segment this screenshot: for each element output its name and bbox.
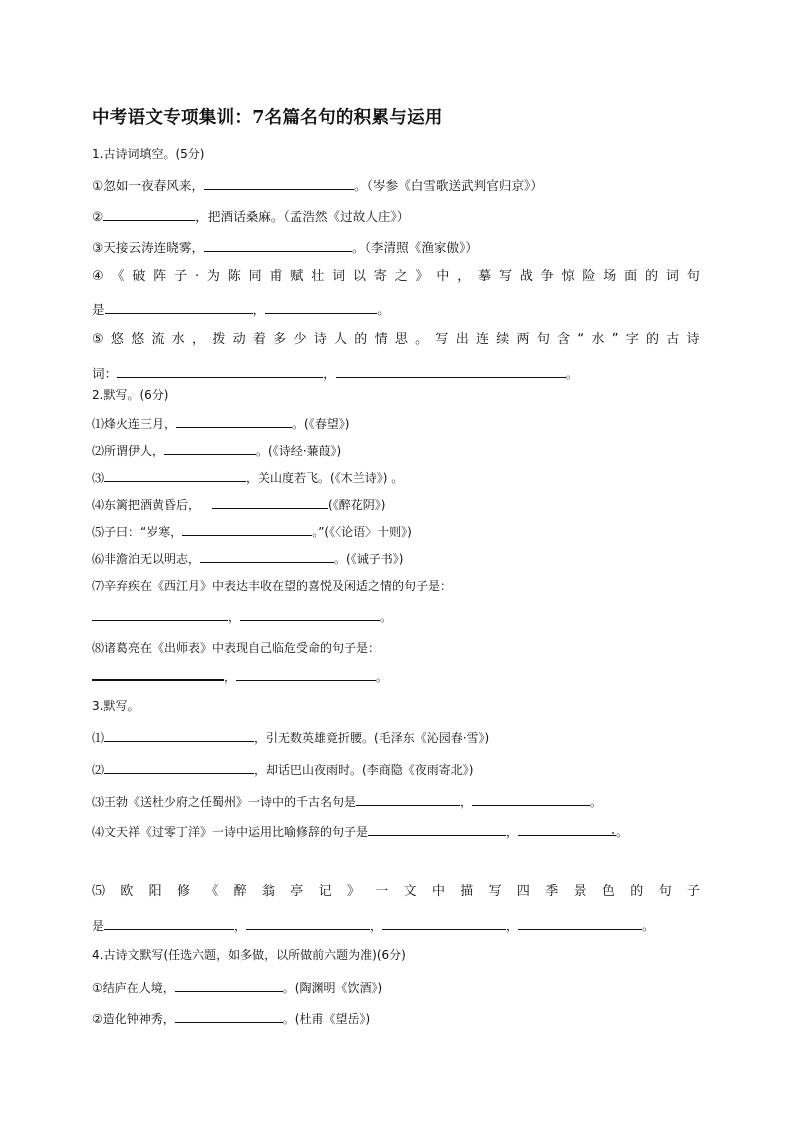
q1-line-4b: [92, 300, 390, 318]
q3-heading: 3.默写。: [92, 699, 140, 713]
q2-l6-source: 。(《诫子书》): [334, 552, 404, 566]
q4-l1-source: 。(陶渊明《饮酒》): [282, 981, 383, 995]
q3-l2-source: ，却话巴山夜雨时。(李商隐《夜雨寄北》): [254, 763, 474, 777]
answer-blank[interactable]: [518, 822, 616, 836]
char: “: [577, 332, 585, 347]
char: ，: [192, 332, 206, 347]
char: 色: [601, 884, 615, 899]
char: 出: [455, 332, 469, 347]
q3-line-3: [92, 792, 602, 810]
q1-l3-source: 。（李清照《渔家傲》）: [352, 240, 478, 255]
char: 的: [630, 884, 644, 899]
q2-line-3: [92, 468, 403, 486]
char: 情: [374, 332, 388, 347]
q2-l5-source: 。”(《〈论语〉十则》): [312, 525, 412, 539]
q3-l5b-prefix: 是: [92, 919, 105, 933]
char: 人: [334, 332, 348, 347]
answer-blank[interactable]: [105, 300, 253, 314]
char: ④: [92, 269, 104, 284]
char: 水: [591, 332, 605, 347]
char: 《: [205, 884, 219, 899]
char: 的: [645, 332, 659, 347]
separator: ，: [460, 795, 473, 809]
char: 两: [516, 332, 530, 347]
char: 面: [624, 269, 638, 284]
answer-blank[interactable]: [104, 728, 254, 742]
char: 悠: [110, 332, 124, 347]
q4-line-1: [92, 978, 382, 996]
char: 多: [273, 332, 287, 347]
q3-l4-prompt: ⑷文天祥《过零丁洋》一诗中运用比喻修辞的句子是: [92, 825, 369, 839]
char: 中: [436, 269, 450, 284]
q2-line-8: ⑻诸葛亮在《出师表》中表现自己临危受命的句子是：: [92, 641, 381, 655]
answer-blank[interactable]: [92, 666, 224, 681]
char: 着: [252, 332, 266, 347]
q1-l2-prompt: ②: [92, 209, 104, 224]
q2-line-2: [92, 441, 341, 459]
char: 《: [111, 269, 125, 284]
q1-l1-source: 。（岑参《白雪歌送武判官归京》）: [354, 178, 543, 193]
answer-blank[interactable]: [368, 822, 506, 836]
separator: ，: [323, 366, 336, 381]
char: 动: [232, 332, 246, 347]
char: 描: [460, 884, 474, 899]
char: 词: [332, 269, 346, 284]
answer-blank[interactable]: [356, 792, 460, 806]
char: 》: [415, 269, 429, 284]
char: 词: [665, 269, 679, 284]
char: 子: [686, 884, 700, 899]
char: 拨: [212, 332, 226, 347]
char: 流: [151, 332, 165, 347]
period: 。: [590, 795, 603, 809]
char: 悠: [131, 332, 145, 347]
q1-l5b-prefix: 词：: [92, 366, 118, 381]
char: ”: [611, 332, 619, 347]
q1-line-2: [92, 207, 409, 225]
q2-l1-prompt: ⑴烽火连三月，: [92, 417, 177, 431]
char: 季: [545, 884, 559, 899]
answer-blank[interactable]: [104, 916, 234, 930]
answer-blank[interactable]: [104, 760, 254, 774]
answer-blank[interactable]: [175, 978, 283, 992]
q2-l6-prompt: ⑹非澹泊无以明志，: [92, 552, 201, 566]
q3-l1-prompt: ⑴: [92, 731, 105, 745]
answer-blank[interactable]: [204, 176, 354, 190]
q2-line-1: [92, 414, 349, 432]
q1-line-5b: [92, 364, 578, 382]
q1-l2-source: ，把酒话桑麻。（孟浩然《过故人庄》）: [195, 209, 410, 224]
q2-heading: 2.默写。(6分): [92, 388, 169, 402]
char: 连: [475, 332, 489, 347]
char: 赋: [290, 269, 304, 284]
char: 寄: [373, 269, 387, 284]
q1-line-3: [92, 238, 478, 256]
char: 思: [394, 332, 408, 347]
q3-line-1: [92, 728, 489, 746]
char: 之: [394, 269, 408, 284]
q2-line-4: [92, 495, 385, 513]
char: 亭: [290, 884, 304, 899]
answer-blank[interactable]: [175, 1009, 283, 1023]
answer-blank[interactable]: [472, 792, 590, 806]
char: 甫: [269, 269, 283, 284]
q1-l4b-prefix: 是: [92, 302, 105, 317]
q2-line-7b: [92, 607, 392, 625]
q4-l2-source: 。(杜甫《望岳》): [282, 1012, 371, 1026]
q1-line-5: [92, 332, 700, 348]
answer-blank[interactable]: [92, 607, 228, 621]
answer-blank[interactable]: [200, 549, 334, 563]
char: 写: [498, 269, 512, 284]
q4-heading: 4.古诗文默写(任选六题，如多做，以所做前六题为准)(6分): [92, 948, 406, 962]
char: 险: [582, 269, 596, 284]
char: 。: [415, 332, 429, 347]
char: ⑤: [92, 332, 104, 347]
char: 醉: [233, 884, 247, 899]
char: 阵: [153, 269, 167, 284]
separator: ，: [252, 302, 266, 317]
char: 壮: [311, 269, 325, 284]
char: 陈: [227, 269, 241, 284]
char: 字: [625, 332, 639, 347]
q2-line-8b: [92, 666, 388, 685]
char: 文: [403, 884, 417, 899]
char: 破: [132, 269, 146, 284]
char: 》: [346, 884, 360, 899]
separator: ，: [506, 825, 519, 839]
char: ⑸: [92, 884, 106, 899]
period: 。: [565, 366, 579, 381]
period: 。: [380, 610, 393, 624]
char: 惊: [561, 269, 575, 284]
separator: ，: [234, 919, 247, 933]
q3-line-5: [92, 884, 700, 900]
answer-blank[interactable]: [236, 667, 376, 681]
char: 的: [644, 269, 658, 284]
answer-blank[interactable]: [103, 207, 195, 221]
char: 为: [206, 269, 220, 284]
q2-l3-prompt: ⑶: [92, 471, 105, 485]
answer-blank[interactable]: [382, 916, 506, 930]
char: 阳: [148, 884, 162, 899]
q1-line-4: [92, 269, 700, 285]
q3-l3-prompt: ⑶王勃《送杜少府之任蜀州》一诗中的千古名句是: [92, 795, 357, 809]
char: ，: [457, 269, 471, 284]
period: 。: [616, 825, 629, 839]
page-title: 中考语文专项集训：7名篇名句的积累与运用: [92, 108, 443, 128]
answer-blank[interactable]: [204, 238, 352, 252]
char: 四: [516, 884, 530, 899]
char: 同: [248, 269, 262, 284]
answer-blank[interactable]: [518, 916, 642, 930]
separator: ，: [224, 670, 237, 684]
char: 中: [431, 884, 445, 899]
char: 记: [318, 884, 332, 899]
separator: ，: [228, 610, 241, 624]
char: 一: [375, 884, 389, 899]
char: 欧: [120, 884, 134, 899]
q2-line-6: [92, 549, 403, 567]
period: 。: [642, 919, 655, 933]
q1-l3-prompt: ③天接云涛连晓雾，: [92, 240, 205, 255]
char: 翁: [261, 884, 275, 899]
answer-blank[interactable]: [240, 607, 380, 621]
answer-blank[interactable]: [246, 916, 370, 930]
char: 景: [573, 884, 587, 899]
answer-blank[interactable]: [176, 414, 292, 428]
answer-blank[interactable]: [336, 364, 566, 378]
separator: ，: [370, 919, 383, 933]
q2-l4-prompt: ⑷东篱把酒黄昏后，: [92, 498, 201, 512]
q3-l1-source: ，引无数英雄竟折腰。(毛泽东《沁园春·雪》): [254, 731, 490, 745]
speck-mark: [612, 832, 614, 834]
char: 摹: [478, 269, 492, 284]
char: 水: [171, 332, 185, 347]
q4-l1-prompt: ①结庐在人境，: [92, 981, 175, 995]
q2-l4-source: (《醉花阴》): [328, 498, 386, 512]
q2-line-5: [92, 522, 412, 540]
char: 的: [354, 332, 368, 347]
q2-line-7: ⑺辛弃疾在《西江月》中表达丰收在望的喜悦及闲适之情的句子是：: [92, 579, 453, 593]
q1-l1-prompt: ①忽如一夜春风来，: [92, 178, 205, 193]
period: 。: [376, 670, 389, 684]
q2-l2-source: 。(《诗经·蒹葭》): [256, 444, 342, 458]
char: 场: [603, 269, 617, 284]
char: 诗: [686, 332, 700, 347]
char: 句: [536, 332, 550, 347]
q3-line-2: [92, 760, 473, 778]
q3-line-5b: [92, 916, 654, 934]
q3-l2-prompt: ⑵: [92, 763, 105, 777]
char: 修: [176, 884, 190, 899]
char: 古: [666, 332, 680, 347]
char: 争: [540, 269, 554, 284]
answer-blank[interactable]: [212, 495, 328, 509]
char: 写: [435, 332, 449, 347]
char: 以: [352, 269, 366, 284]
char: 少: [293, 332, 307, 347]
q1-line-1: [92, 176, 543, 194]
char: 子: [174, 269, 188, 284]
q2-l3-source: ，关山度若飞。(《木兰诗》) 。: [246, 471, 404, 485]
char: 句: [658, 884, 672, 899]
q1-heading: 1.古诗词填空。(5分): [92, 147, 205, 161]
char: 写: [488, 884, 502, 899]
separator: ，: [506, 919, 519, 933]
q2-l5-prompt: ⑸子曰：“岁寒，: [92, 525, 183, 539]
char: ·: [194, 269, 200, 284]
answer-blank[interactable]: [164, 441, 256, 455]
q2-l1-source: 。(《春望》): [292, 417, 350, 431]
answer-blank[interactable]: [265, 300, 377, 314]
char: 含: [557, 332, 571, 347]
q2-l2-prompt: ⑵所谓伊人，: [92, 444, 165, 458]
char: 续: [496, 332, 510, 347]
char: 战: [519, 269, 533, 284]
q3-line-4: [92, 822, 628, 840]
q4-l2-prompt: ②造化钟神秀，: [92, 1012, 175, 1026]
answer-blank[interactable]: [117, 364, 323, 378]
answer-blank[interactable]: [182, 522, 312, 536]
answer-blank[interactable]: [104, 468, 246, 482]
period: 。: [377, 302, 390, 317]
char: 句: [686, 269, 700, 284]
q4-line-2: [92, 1009, 370, 1027]
char: 诗: [313, 332, 327, 347]
